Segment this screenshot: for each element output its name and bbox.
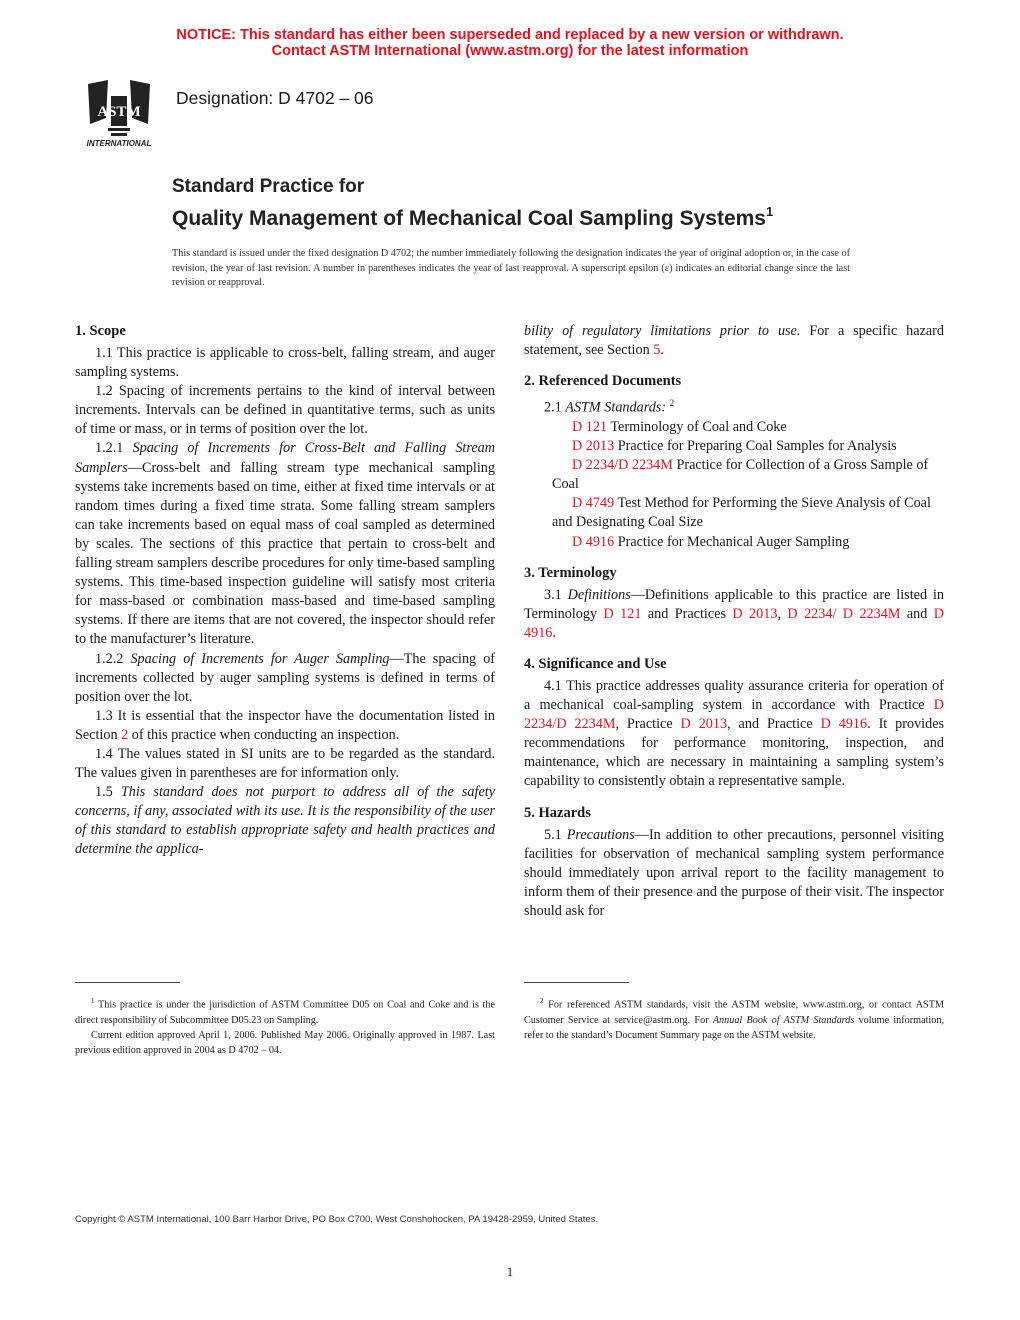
notice-banner: [0, 27, 1020, 59]
document-title: [172, 175, 773, 231]
para-4-1: 4.1 This practice addresses quality assurance criteria for operation of a mechanical coal-sampling system in accordance with Practice D 2234/D 2234M, Practice D 2013, and Practice D 4916. It provides recommendations for performance monitoring, inspection, and maintenance, which are necessary in maintaining a sampling system’s capability to consistently obtain a representative sample.: [524, 677, 945, 790]
footnote-rule-right: [524, 982, 629, 983]
para-5-1: 5.1 Precautions—In addition to other precautions, personnel visiting facilities for observation of mechanical sampling system performance should immediately upon arrival report to the facility management to inform them of their presence and the purpose of their visit. The inspector should ask for: [524, 826, 945, 919]
section-5-heading: 5. Hazards: [524, 804, 591, 821]
logo-sub-text: INTERNATIONAL: [86, 139, 152, 148]
link-d2013-b[interactable]: D 2013: [680, 716, 728, 733]
ref-link-d2013[interactable]: D 2013: [572, 438, 615, 455]
ref-link-d4916[interactable]: D 4916: [572, 533, 615, 550]
footnote-rule-left: [75, 982, 180, 983]
section-4-heading: 4. Significance and Use: [524, 655, 667, 672]
ref-item: D 4749 Test Method for Performing the Sieve Analysis of Coal and Designating Coal Size: [552, 495, 931, 531]
astm-logo: [78, 78, 160, 150]
footnote-1: $^1$ This practice is under the jurisdiction of ASTM Committee D05 on Coal and Coke and is the direct responsibility of Subcommittee D05.23 on Sampling. Current edition approved April 1, 2006. Published May 2006. Originally approved in 1987. Last previous edition approved in 2004 as D 4702 – 04.: [75, 997, 495, 1056]
para-1-2: 1.2 Spacing of increments pertains to the kind of interval between increments. Intervals can be defined in quantitative terms, such as units of time or mass, or in terms of position over the lot.: [75, 383, 495, 438]
issuance-statement: This standard is issued under the fixed designation D 4702; the number immediately following the designation indicates the year of original adoption or, in the case of revision, the year of last revision. A number in parentheses indicates the year of last reapproval. A superscript epsilon (ε) indicates an editorial change since the last revision or reapproval.: [172, 248, 850, 288]
section-1-heading: 1. Scope: [75, 323, 126, 339]
link-d4916-b[interactable]: D 4916: [820, 716, 868, 733]
para-1-5-continued: bility of regulatory limitations prior to use. For a specific hazard statement, see Section 5.: [524, 323, 944, 359]
link-d2013[interactable]: D 2013: [732, 605, 778, 622]
ref-link-d2234[interactable]: D 2234/D 2234M: [572, 457, 673, 474]
logo-mark-text: ASTM: [97, 104, 141, 120]
page-number: 1: [506, 1264, 514, 1279]
para-1-3: 1.3 It is essential that the inspector have the documentation listed in Section 2 of this practice when conducting an inspection.: [75, 707, 495, 743]
link-d2234[interactable]: D 2234/ D 2234M: [787, 605, 901, 622]
para-1-5: 1.5 This standard does not purport to address all of the safety concerns, if any, associated with its use. It is the responsibility of the user of this standard to establish appropriate safety and health practices and determine the applica-: [75, 784, 495, 858]
ref-link-d121[interactable]: D 121: [572, 419, 608, 436]
designation: Designation: D 4702 – 06: [176, 88, 374, 108]
left-column: [75, 322, 495, 860]
title-line-1: Standard Practice for: [172, 176, 365, 197]
para-2-1: 2.1 ASTM Standards: $^2$: [544, 398, 675, 416]
ref-item: D 121 Terminology of Coal and Coke: [572, 419, 787, 436]
title-line-2: Quality Management of Mechanical Coal Sampling Systems: [172, 207, 766, 230]
section-2-link[interactable]: 2: [121, 726, 129, 743]
para-1-1: 1.1 This practice is applicable to cross-belt, falling stream, and auger sampling systems.: [75, 345, 495, 381]
para-1-4: 1.4 The values stated in SI units are to be regarded as the standard. The values given in parentheses are for information only.: [75, 745, 495, 782]
para-1-2-1: 1.2.1 Spacing of Increments for Cross-Belt and Falling Stream Samplers—Cross-belt and falling stream type mechanical sampling systems take increments based on time, either at fixed time intervals or at random times during a fixed time strata. Some falling stream samplers can take increments based on equal mass of coal sampled as determined by scales. The sections of this practice that pertain to cross-belt and falling stream samplers describe procedures for only time-based sampling systems. This time-based inspection guideline will satisfy most criteria for mass-based or combination mass-based and time-based sampling systems. If there are items that are not covered, the inspector should refer to the manufacturer’s literature.: [75, 440, 495, 648]
section-2-heading: 2. Referenced Documents: [524, 373, 682, 390]
section-3-heading: 3. Terminology: [524, 564, 617, 581]
right-column: [524, 322, 944, 921]
link-d4916[interactable]: D 4916: [524, 605, 945, 641]
copyright: Copyright © ASTM International, 100 Barr Harbor Drive, PO Box C700, West Conshohocken, PA 19428-2959, United States.: [75, 1214, 599, 1225]
link-d2234-b[interactable]: D 2234/D 2234M: [524, 697, 944, 733]
ref-link-d4749[interactable]: D 4749: [572, 495, 615, 512]
ref-item: D 2013 Practice for Preparing Coal Samples for Analysis: [572, 438, 897, 455]
title-footnote-mark: 1: [766, 204, 774, 219]
link-d121[interactable]: D 121: [603, 605, 642, 622]
section-5-link[interactable]: 5: [653, 342, 661, 359]
para-1-2-2: 1.2.2 Spacing of Increments for Auger Sampling—The spacing of increments collected by auger sampling systems is defined in terms of position over the lot.: [75, 650, 496, 705]
para-3-1: 3.1 Definitions—Definitions applicable to this practice are listed in Terminology D 121 and Practices D 2013, D 2234/ D 2234M and D 4916.: [524, 586, 945, 641]
notice-line-2: Contact ASTM International (www.astm.org) for the latest information: [271, 43, 749, 59]
footnote-2: $^2$ For referenced ASTM standards, visit the ASTM website, www.astm.org, or contact ASTM Customer Service at service@astm.org. For Annual Book of ASTM Standards volume information, refer to the standard’s Document Summary page on the ASTM website.: [524, 997, 944, 1041]
notice-line-1: NOTICE: This standard has either been superseded and replaced by a new version or withdrawn.: [176, 27, 844, 43]
ref-item: D 4916 Practice for Mechanical Auger Sampling: [572, 533, 850, 550]
ref-item: D 2234/D 2234M Practice for Collection of a Gross Sample of Coal: [552, 457, 929, 493]
